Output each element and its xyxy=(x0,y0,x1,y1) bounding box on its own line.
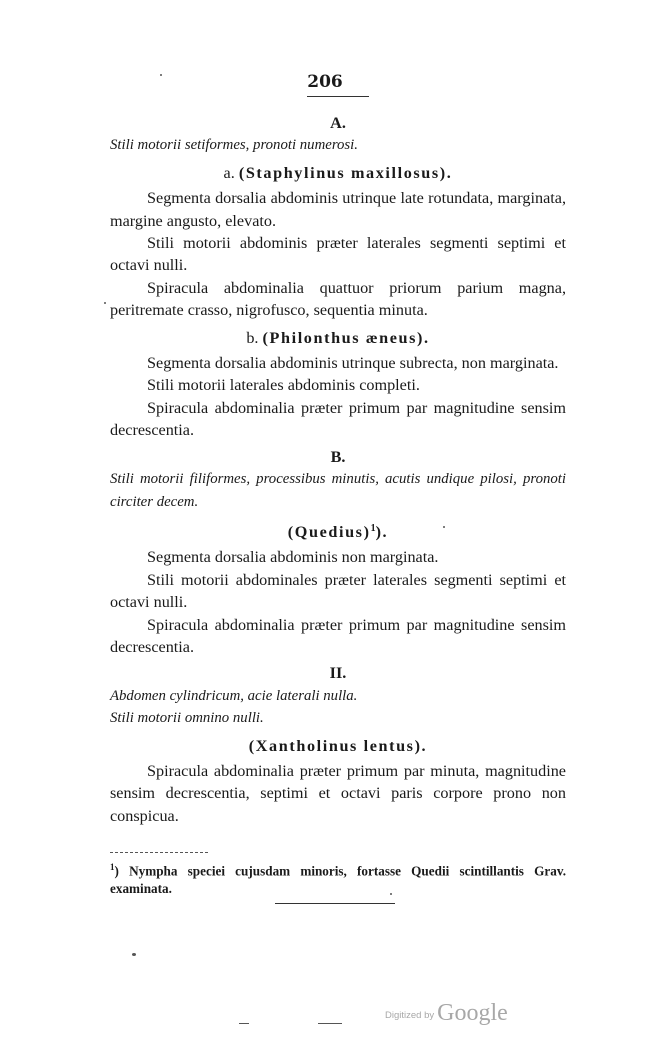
speck-6 xyxy=(239,1023,249,1024)
section-ii-line-1: Abdomen cylindricum, acie laterali nulla. xyxy=(110,687,358,704)
group-quedius-name: (Quedius) xyxy=(287,522,371,541)
group-b-heading xyxy=(110,327,566,349)
speck-2 xyxy=(160,74,162,76)
group-a-paragraph-1: Segmenta dorsalia abdominis utrinque late rotundata, marginata, margine angusto, elevato. xyxy=(110,189,566,230)
group-b-paragraph-1: Segmenta dorsalia abdominis utrinque subrecta, non marginata. xyxy=(147,354,559,373)
footnote-text: Nympha speciei cujusdam minoris, fortasse Quedii scintillantis Grav. examinata. xyxy=(110,863,566,897)
group-xantholinus-paragraph: Spiracula abdominalia præter primum par minuta, magnitudine sensim decrescentia, septimi et octavi paris corpore prono non conspicua. xyxy=(110,761,566,825)
group-b-paragraph-2: Stili motorii laterales abdominis completi. xyxy=(147,376,420,395)
section-a-description: Stili motorii setiformes, pronoti numerosi. xyxy=(110,137,358,154)
group-quedius-heading xyxy=(110,518,566,543)
group-b-paragraph-3: Spiracula abdominalia præter primum par magnitudine sensim decrescentia. xyxy=(110,398,566,440)
group-b-label: b. xyxy=(246,328,259,347)
page-body xyxy=(110,112,566,827)
footnote-mark: 1 xyxy=(110,862,115,872)
page-number: 206 xyxy=(307,72,343,92)
group-b-name: (Philonthus æneus). xyxy=(262,328,430,347)
section-a-heading: A. xyxy=(330,114,346,132)
speck-1 xyxy=(132,953,136,956)
group-quedius-paragraph-3: Spiracula abdominalia præter primum par magnitudine sensim decrescentia. xyxy=(110,615,566,656)
footnote-reference[interactable]: 1 xyxy=(370,522,376,534)
speck-7 xyxy=(318,1023,342,1024)
end-rule xyxy=(275,903,395,904)
speck-5 xyxy=(390,893,392,895)
group-a-paragraph-3: Spiracula abdominalia quattuor priorum parium magna, peritremate crasso, nigrofusco, sequentia minuta. xyxy=(110,278,566,320)
section-b-heading: B. xyxy=(330,447,346,466)
group-a-label: a. xyxy=(223,163,235,182)
group-a-heading xyxy=(110,162,566,184)
group-quedius-paragraph-1: Segmenta dorsalia abdominis non marginata. xyxy=(147,548,439,567)
footnote xyxy=(110,858,566,898)
section-ii-line-2: Stili motorii omnino nulli. xyxy=(110,710,264,727)
group-quedius-paragraph-2: Stili motorii abdominales præter laterales segmenti septimi et octavi nulli. xyxy=(110,570,566,612)
footnote-mark-close: ) xyxy=(114,863,119,879)
group-a-paragraph-2: Stili motorii abdominis præter laterales segmenti septimi et octavi nulli. xyxy=(110,234,566,275)
section-ii-heading: II. xyxy=(329,664,347,683)
group-xantholinus-heading xyxy=(110,735,566,757)
page-number-rule xyxy=(307,96,369,97)
section-b-description: Stili motorii filiformes, processibus minutis, acutis undique pilosi, pronoti circiter decem. xyxy=(110,471,566,510)
group-xantholinus-name: (Xantholinus lentus). xyxy=(248,736,428,755)
google-logo: Google xyxy=(437,1000,508,1026)
footnote-rule xyxy=(110,852,208,853)
digitized-by-google-watermark xyxy=(385,1000,508,1027)
speck-4 xyxy=(443,526,445,528)
speck-3 xyxy=(104,302,106,304)
group-a-name: (Staphylinus maxillosus). xyxy=(238,163,453,182)
digitized-label: Digitized by xyxy=(385,1010,435,1021)
group-quedius-suffix: ). xyxy=(375,522,389,541)
